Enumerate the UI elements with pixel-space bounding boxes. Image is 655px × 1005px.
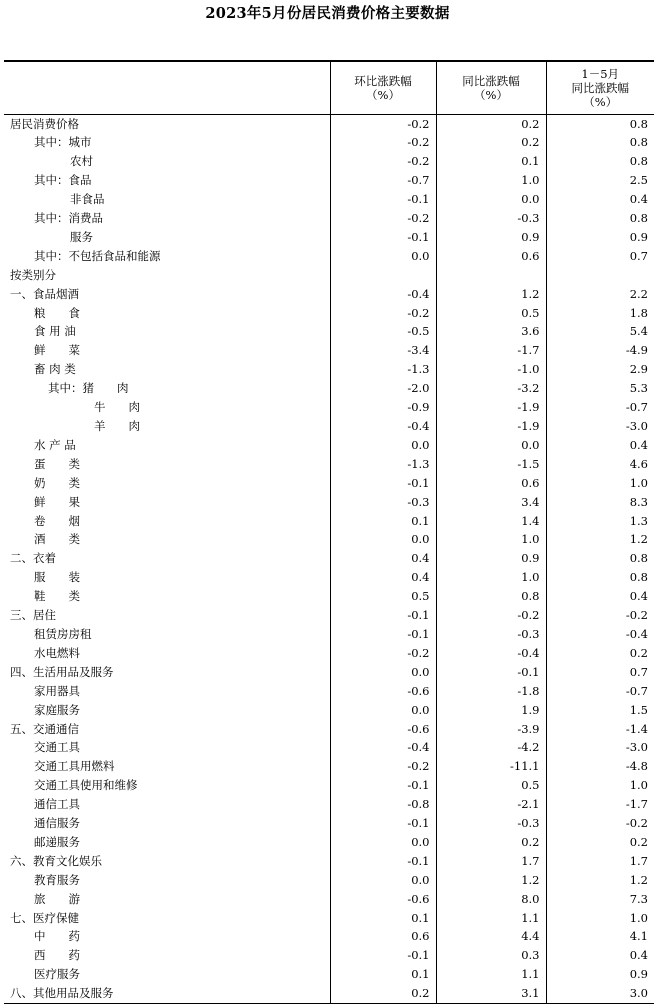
row-yoy-value: 0.5 — [436, 776, 546, 795]
row-mom-value: 0.0 — [330, 871, 436, 890]
row-yoy-value: -2.1 — [436, 795, 546, 814]
row-yoy-value: 0.5 — [436, 304, 546, 323]
row-yoy-value: -0.3 — [436, 209, 546, 228]
row-yoy-value: 0.0 — [436, 436, 546, 455]
row-yoy-value: 1.1 — [436, 965, 546, 984]
row-label: 卷 烟 — [34, 513, 80, 528]
table-row — [4, 304, 654, 323]
row-mom-value — [330, 266, 436, 285]
row-label: 医疗服务 — [34, 967, 80, 982]
table-row — [4, 909, 654, 928]
table-row — [4, 474, 654, 493]
row-yoy-value: 1.0 — [436, 530, 546, 549]
table-body — [4, 114, 654, 1004]
row-ytd-value: 0.9 — [546, 228, 654, 247]
row-mom-value: -0.4 — [330, 417, 436, 436]
row-mom-value: -0.1 — [330, 474, 436, 493]
row-yoy-value — [436, 266, 546, 285]
header-ytd-line2: 同比涨跌幅 — [571, 80, 629, 95]
row-mom-value: -0.2 — [330, 152, 436, 171]
row-ytd-value: -1.7 — [546, 795, 654, 814]
row-yoy-value: 0.2 — [436, 133, 546, 152]
row-mom-value: -1.3 — [330, 360, 436, 379]
table-row — [4, 776, 654, 795]
table-row — [4, 133, 654, 152]
row-yoy-value: -3.2 — [436, 379, 546, 398]
table-row — [4, 606, 654, 625]
row-ytd-value: 1.5 — [546, 701, 654, 720]
row-label: 奶 类 — [34, 475, 80, 490]
table-row — [4, 114, 654, 133]
row-mom-value: -0.1 — [330, 190, 436, 209]
row-ytd-value: 0.2 — [546, 833, 654, 852]
row-yoy-value: 0.2 — [436, 114, 546, 133]
row-mom-value: -0.2 — [330, 133, 436, 152]
table-row — [4, 984, 654, 1003]
row-ytd-value: 1.2 — [546, 871, 654, 890]
row-yoy-value: 3.4 — [436, 493, 546, 512]
row-label: 畜 肉 类 — [34, 362, 76, 377]
row-ytd-value: 2.9 — [546, 360, 654, 379]
table-row — [4, 568, 654, 587]
row-ytd-value: -0.2 — [546, 814, 654, 833]
row-mom-value: -0.1 — [330, 606, 436, 625]
row-label: 家用器具 — [34, 683, 80, 698]
row-ytd-value — [546, 266, 654, 285]
row-mom-value: 0.0 — [330, 663, 436, 682]
row-label: 鞋 类 — [34, 589, 80, 604]
row-label: 八、其他用品及服务 — [4, 984, 330, 1003]
row-yoy-value: 1.2 — [436, 285, 546, 304]
row-label: 水 产 品 — [34, 437, 76, 452]
row-yoy-value: 0.0 — [436, 190, 546, 209]
row-mom-value: 0.4 — [330, 549, 436, 568]
row-yoy-value: -1.7 — [436, 341, 546, 360]
row-mom-value: -0.1 — [330, 814, 436, 833]
row-mom-value: -0.4 — [330, 285, 436, 304]
row-ytd-value: 0.8 — [546, 549, 654, 568]
row-label: 交通工具使用和维修 — [34, 778, 138, 793]
table-row — [4, 209, 654, 228]
row-yoy-value: -1.0 — [436, 360, 546, 379]
row-yoy-value: -0.3 — [436, 625, 546, 644]
row-ytd-value: -0.4 — [546, 625, 654, 644]
row-mom-value: -0.7 — [330, 171, 436, 190]
cpi-table — [4, 60, 654, 1004]
row-mom-value: -0.2 — [330, 209, 436, 228]
row-mom-value: -0.1 — [330, 228, 436, 247]
row-ytd-value: 2.2 — [546, 285, 654, 304]
row-yoy-value: -11.1 — [436, 757, 546, 776]
row-mom-value: -0.2 — [330, 757, 436, 776]
row-ytd-value: 5.4 — [546, 322, 654, 341]
row-ytd-value: 1.0 — [546, 776, 654, 795]
row-label: 三、居住 — [10, 608, 56, 623]
table-row — [4, 190, 654, 209]
row-ytd-value: 4.1 — [546, 927, 654, 946]
row-ytd-value: 8.3 — [546, 493, 654, 512]
row-label: 鲜 果 — [34, 494, 80, 509]
table-row — [4, 625, 654, 644]
table-row — [4, 266, 654, 285]
row-yoy-value: -1.8 — [436, 682, 546, 701]
row-ytd-value: 0.2 — [546, 644, 654, 663]
row-yoy-value: -1.9 — [436, 398, 546, 417]
table-row — [4, 417, 654, 436]
row-mom-value: -0.2 — [330, 644, 436, 663]
row-label: 四、生活用品及服务 — [10, 664, 114, 679]
table-row — [4, 360, 654, 379]
row-ytd-value: 7.3 — [546, 890, 654, 909]
table-header-row — [4, 61, 654, 114]
table-row — [4, 795, 654, 814]
row-yoy-value: 0.1 — [436, 152, 546, 171]
table-row — [4, 228, 654, 247]
table-row — [4, 285, 654, 304]
row-mom-value: -0.1 — [330, 852, 436, 871]
row-label: 粮 食 — [34, 305, 80, 320]
table-row — [4, 927, 654, 946]
row-label: 六、教育文化娱乐 — [10, 853, 102, 868]
row-mom-value: -0.6 — [330, 682, 436, 701]
row-label: 二、衣着 — [10, 551, 56, 566]
table-row — [4, 644, 654, 663]
row-yoy-value: 1.9 — [436, 701, 546, 720]
row-yoy-value: 0.2 — [436, 833, 546, 852]
row-ytd-value: -3.0 — [546, 738, 654, 757]
row-ytd-value: 1.8 — [546, 304, 654, 323]
row-label: 五、交通通信 — [10, 721, 79, 736]
row-ytd-value: 0.7 — [546, 663, 654, 682]
row-label: 七、医疗保健 — [10, 910, 79, 925]
table-row — [4, 682, 654, 701]
row-mom-value: 0.5 — [330, 587, 436, 606]
row-ytd-value: -0.7 — [546, 682, 654, 701]
row-label: 水电燃料 — [34, 645, 80, 660]
row-label: 其中：食品 — [34, 173, 92, 188]
row-ytd-value: 1.3 — [546, 512, 654, 531]
row-label: 家庭服务 — [34, 702, 80, 717]
row-label: 租赁房房租 — [34, 626, 92, 641]
row-yoy-value: 3.1 — [436, 984, 546, 1003]
row-label: 羊 肉 — [94, 419, 140, 433]
table-row — [4, 549, 654, 568]
header-yoy-line2: （%） — [474, 87, 508, 102]
row-yoy-value: -3.9 — [436, 720, 546, 739]
header-ytd — [546, 61, 654, 114]
row-label: 非食品 — [70, 192, 105, 207]
table-row — [4, 436, 654, 455]
row-ytd-value: -4.9 — [546, 341, 654, 360]
row-yoy-value: 1.0 — [436, 568, 546, 587]
row-ytd-value: 3.0 — [546, 984, 654, 1003]
row-yoy-value: -0.3 — [436, 814, 546, 833]
table-row — [4, 890, 654, 909]
row-yoy-value: 0.8 — [436, 587, 546, 606]
row-ytd-value: 0.8 — [546, 568, 654, 587]
row-label: 农村 — [70, 154, 93, 169]
row-yoy-value: 1.1 — [436, 909, 546, 928]
row-yoy-value: -0.4 — [436, 644, 546, 663]
table-row — [4, 701, 654, 720]
row-mom-value: -0.4 — [330, 738, 436, 757]
row-label: 其中：不包括食品和能源 — [34, 248, 161, 263]
row-label: 其中：城市 — [34, 135, 92, 150]
table-row — [4, 341, 654, 360]
table-row — [4, 852, 654, 871]
row-label: 居民消费价格 — [10, 116, 79, 131]
row-ytd-value: 0.7 — [546, 247, 654, 266]
row-ytd-value: 2.5 — [546, 171, 654, 190]
header-mom-line2: （%） — [366, 87, 400, 102]
row-label: 食 用 油 — [34, 324, 76, 339]
table-row — [4, 379, 654, 398]
row-yoy-value: 4.4 — [436, 927, 546, 946]
row-yoy-value: -4.2 — [436, 738, 546, 757]
row-yoy-value: -0.1 — [436, 663, 546, 682]
row-mom-value: -0.1 — [330, 946, 436, 965]
row-ytd-value: 0.9 — [546, 965, 654, 984]
table-row — [4, 152, 654, 171]
header-yoy-line1: 同比涨跌幅 — [462, 73, 520, 88]
row-mom-value: -0.6 — [330, 890, 436, 909]
row-ytd-value: 1.0 — [546, 909, 654, 928]
row-mom-value: -3.4 — [330, 341, 436, 360]
row-label: 交通工具用燃料 — [34, 759, 115, 774]
table-row — [4, 455, 654, 474]
row-mom-value: -0.1 — [330, 625, 436, 644]
row-mom-value: -0.9 — [330, 398, 436, 417]
table-row — [4, 871, 654, 890]
table-row — [4, 247, 654, 266]
row-yoy-value: -1.9 — [436, 417, 546, 436]
row-yoy-value: 0.3 — [436, 946, 546, 965]
row-ytd-value: 0.4 — [546, 587, 654, 606]
table-row — [4, 757, 654, 776]
row-ytd-value: 0.4 — [546, 946, 654, 965]
row-mom-value: 0.0 — [330, 247, 436, 266]
row-yoy-value: -0.2 — [436, 606, 546, 625]
row-label: 鲜 菜 — [34, 343, 80, 358]
row-mom-value: -0.3 — [330, 493, 436, 512]
row-label: 西 药 — [34, 948, 80, 963]
header-ytd-line1: 1－5月 — [581, 66, 620, 81]
row-yoy-value: 1.2 — [436, 871, 546, 890]
row-mom-value: 0.6 — [330, 927, 436, 946]
row-ytd-value: -1.4 — [546, 720, 654, 739]
row-ytd-value: 1.2 — [546, 530, 654, 549]
row-label: 邮递服务 — [34, 834, 80, 849]
row-label: 按类别分 — [10, 267, 56, 282]
table-row — [4, 833, 654, 852]
row-mom-value: 0.1 — [330, 512, 436, 531]
row-mom-value: -0.6 — [330, 720, 436, 739]
table-row — [4, 663, 654, 682]
row-ytd-value: -0.7 — [546, 398, 654, 417]
table-row — [4, 946, 654, 965]
table-row — [4, 587, 654, 606]
row-mom-value: 0.0 — [330, 833, 436, 852]
row-label: 服 装 — [34, 570, 80, 585]
row-ytd-value: 0.8 — [546, 209, 654, 228]
row-label: 酒 类 — [34, 532, 80, 547]
row-mom-value: 0.0 — [330, 436, 436, 455]
row-label: 中 药 — [34, 929, 80, 944]
row-ytd-value: 1.7 — [546, 852, 654, 871]
row-mom-value: 0.1 — [330, 965, 436, 984]
row-label: 牛 肉 — [94, 400, 140, 415]
row-mom-value: -0.8 — [330, 795, 436, 814]
row-label: 通信工具 — [34, 797, 80, 812]
page-title: 2023年5月份居民消费价格主要数据 — [205, 5, 450, 22]
row-ytd-value: -3.0 — [546, 417, 654, 436]
table-row — [4, 171, 654, 190]
header-mom — [330, 61, 436, 114]
header-ytd-line3: （%） — [583, 94, 618, 109]
row-yoy-value: 0.9 — [436, 549, 546, 568]
row-label: 一、食品烟酒 — [10, 286, 79, 301]
row-ytd-value: -4.8 — [546, 757, 654, 776]
row-yoy-value: 0.6 — [436, 247, 546, 266]
table-row — [4, 512, 654, 531]
header-mom-line1: 环比涨跌幅 — [354, 73, 412, 88]
row-mom-value: -2.0 — [330, 379, 436, 398]
row-yoy-value: 1.0 — [436, 171, 546, 190]
row-yoy-value: 0.9 — [436, 228, 546, 247]
row-mom-value: -0.2 — [330, 304, 436, 323]
table-row — [4, 398, 654, 417]
row-yoy-value: 1.7 — [436, 852, 546, 871]
row-label: 旅 游 — [34, 891, 80, 906]
row-yoy-value: -1.5 — [436, 455, 546, 474]
table-row — [4, 738, 654, 757]
table-row — [4, 493, 654, 512]
table-row — [4, 530, 654, 549]
table-row — [4, 965, 654, 984]
row-label: 服务 — [70, 229, 93, 244]
row-mom-value: 0.1 — [330, 909, 436, 928]
table-row — [4, 814, 654, 833]
row-ytd-value: 5.3 — [546, 379, 654, 398]
row-mom-value: 0.0 — [330, 530, 436, 549]
row-ytd-value: 1.0 — [546, 474, 654, 493]
row-label: 蛋 类 — [34, 456, 80, 471]
row-yoy-value: 0.6 — [436, 474, 546, 493]
row-mom-value: -0.1 — [330, 776, 436, 795]
table-row — [4, 322, 654, 341]
row-label: 其中：猪 肉 — [48, 381, 129, 396]
row-mom-value: -1.3 — [330, 455, 436, 474]
row-ytd-value: 0.4 — [546, 190, 654, 209]
table-row — [4, 720, 654, 739]
header-yoy — [436, 61, 546, 114]
row-ytd-value: 0.8 — [546, 133, 654, 152]
row-ytd-value: 0.4 — [546, 436, 654, 455]
row-label: 其中：消费品 — [34, 211, 103, 226]
row-label: 交通工具 — [34, 740, 80, 755]
row-label: 教育服务 — [34, 872, 80, 887]
row-mom-value: -0.5 — [330, 322, 436, 341]
row-mom-value: 0.0 — [330, 701, 436, 720]
row-yoy-value: 8.0 — [436, 890, 546, 909]
row-label: 通信服务 — [34, 816, 80, 831]
row-mom-value: 0.4 — [330, 568, 436, 587]
row-mom-value: -0.2 — [330, 114, 436, 133]
row-mom-value: 0.2 — [330, 984, 436, 1003]
row-yoy-value: 1.4 — [436, 512, 546, 531]
row-ytd-value: -0.2 — [546, 606, 654, 625]
header-item — [4, 61, 330, 114]
row-ytd-value: 0.8 — [546, 152, 654, 171]
row-yoy-value: 3.6 — [436, 322, 546, 341]
row-ytd-value: 0.8 — [546, 114, 654, 133]
row-ytd-value: 4.6 — [546, 455, 654, 474]
